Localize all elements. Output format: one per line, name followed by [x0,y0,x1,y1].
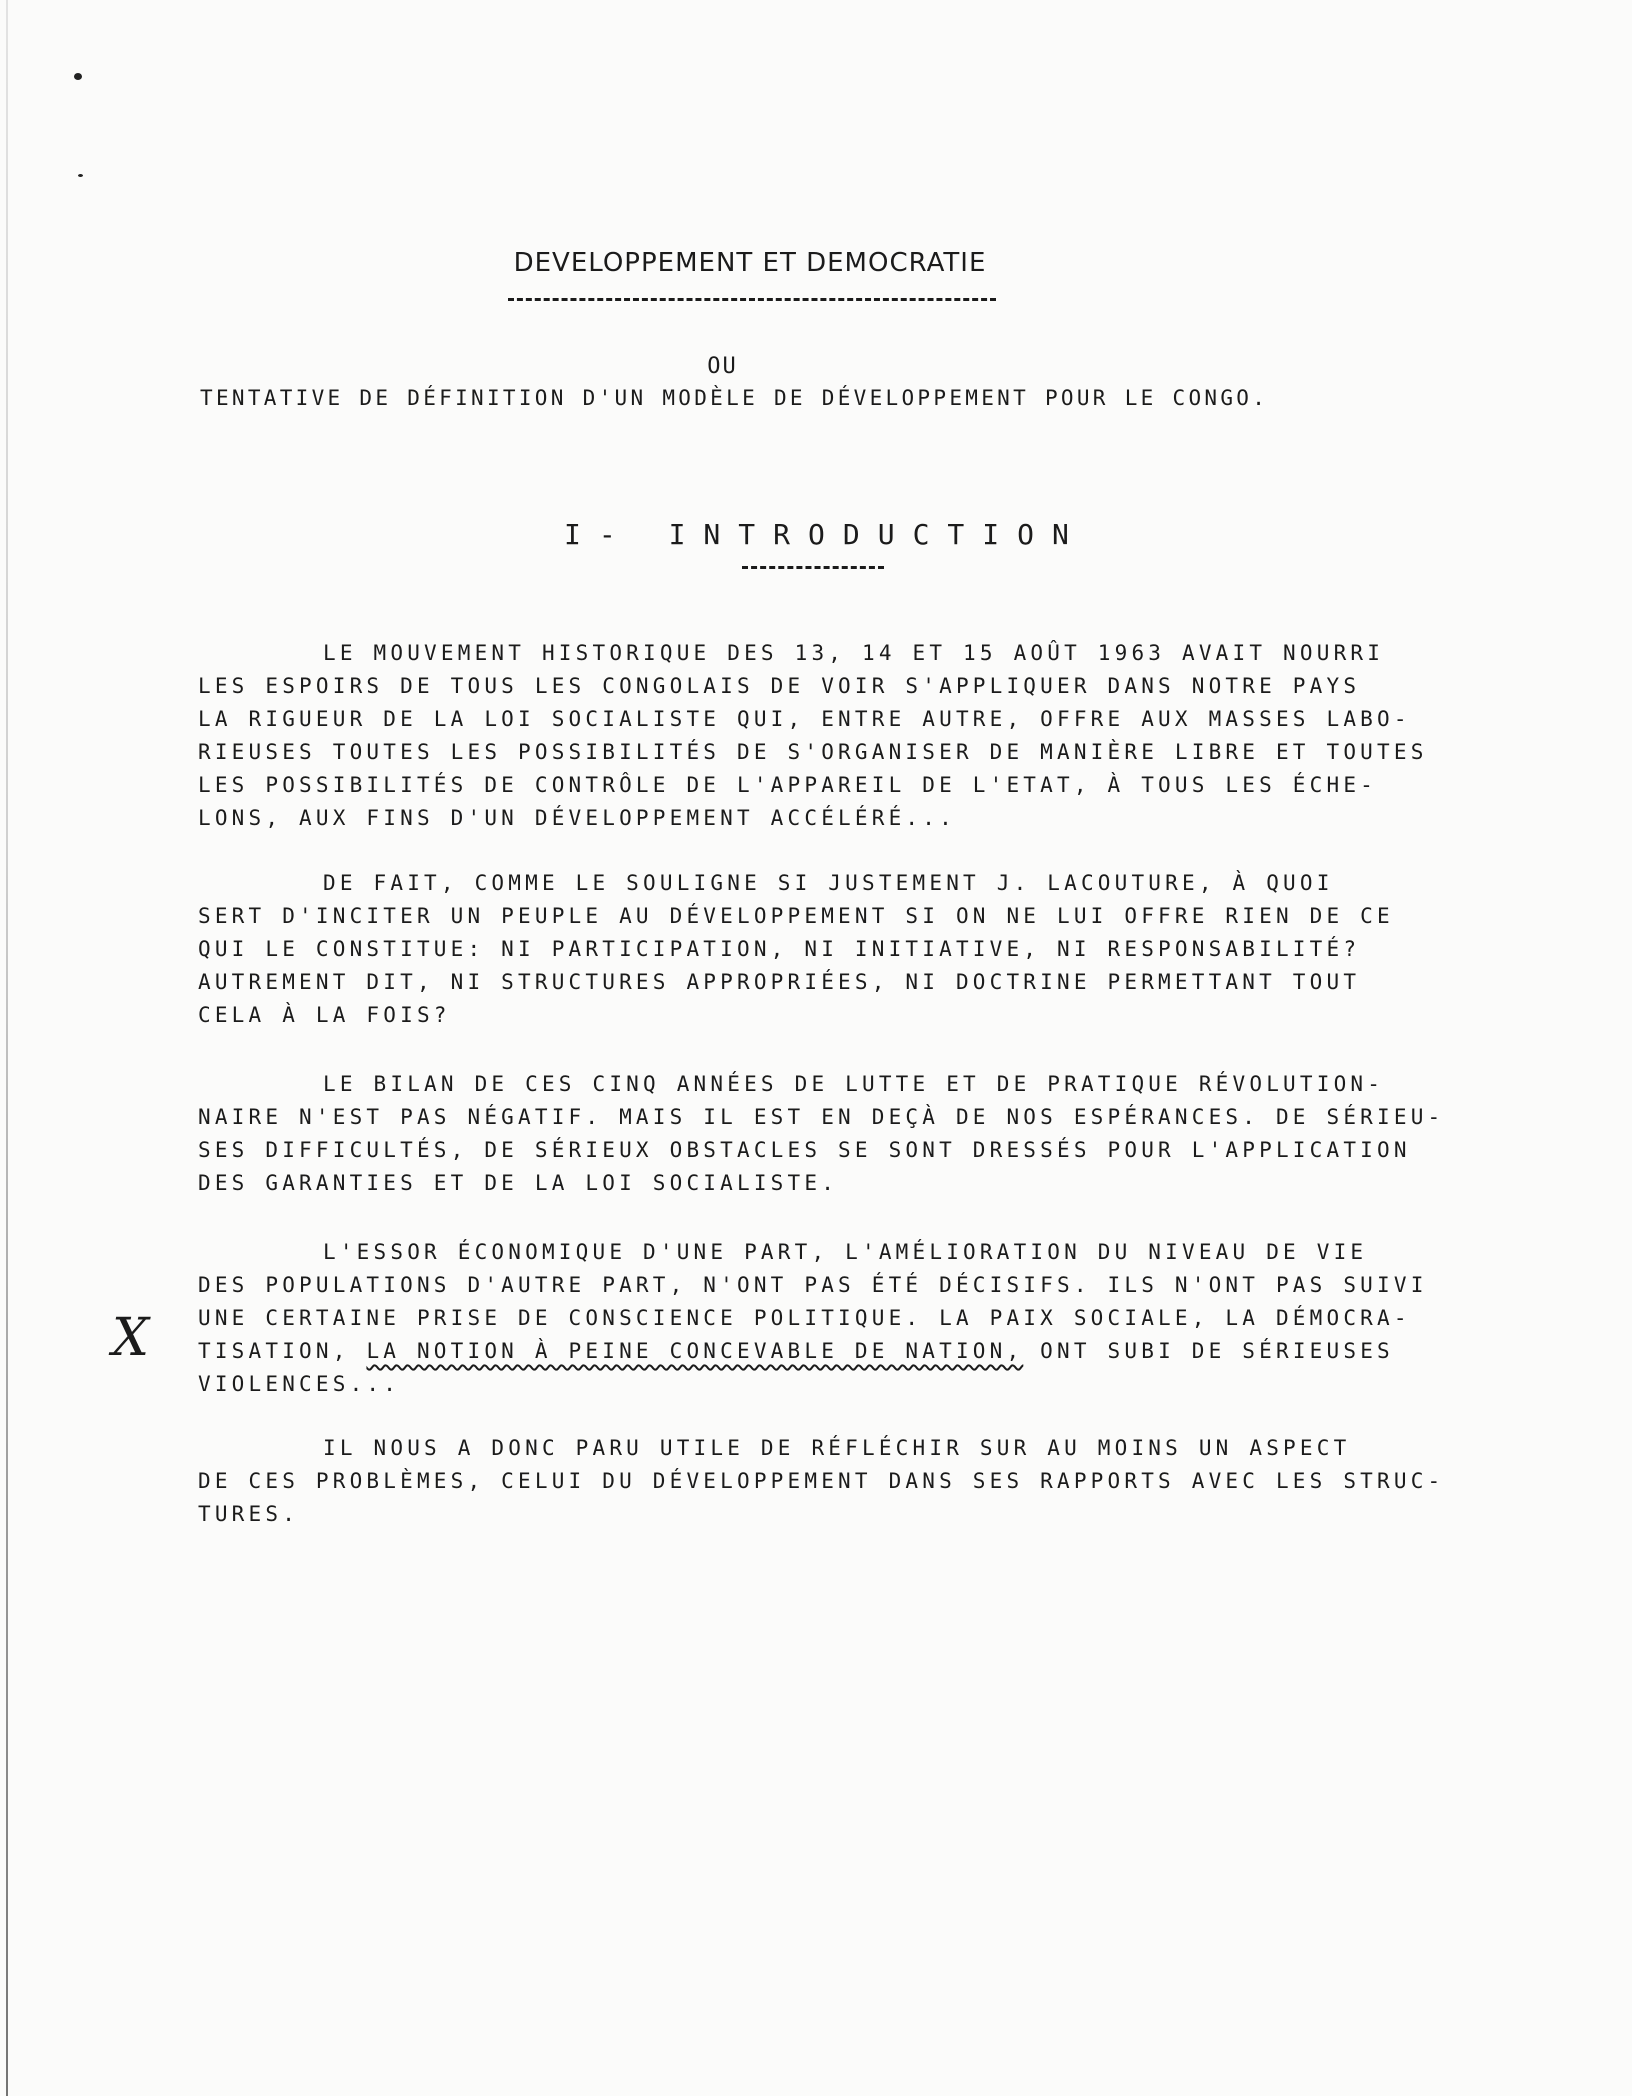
handwritten-underlined-phrase: LA NOTION À PEINE CONCEVABLE DE NATION, [366,1339,1024,1363]
paragraph-4 [198,1236,1538,1401]
text-line: TURES. [198,1502,300,1526]
handwritten-margin-mark: X [112,1308,150,1368]
title-connector: OU [707,354,738,379]
text-line: LE MOUVEMENT HISTORIQUE DES 13, 14 ET 15 AOÛT 1963 AVAIT NOURRI [323,641,1385,665]
text-line: RIEUSES TOUTES LES POSSIBILITÉS DE S'ORGANISER DE MANIÈRE LIBRE ET TOUTES [198,740,1428,764]
punch-hole-mark [74,73,82,80]
text-line: DE CES PROBLÈMES, CELUI DU DÉVELOPPEMENT DANS SES RAPPORTS AVEC LES STRUC- [198,1469,1445,1493]
text-line: SES DIFFICULTÉS, DE SÉRIEUX OBSTACLES SE SONT DRESSÉS POUR L'APPLICATION [198,1138,1411,1162]
text-line: VIOLENCES... [198,1372,401,1396]
text-line: CELA À LA FOIS? [198,1003,451,1027]
page-edge [6,0,8,2096]
text-line: UNE CERTAINE PRISE DE CONSCIENCE POLITIQUE. LA PAIX SOCIALE, LA DÉMOCRA- [198,1306,1411,1330]
text-line: L'ESSOR ÉCONOMIQUE D'UNE PART, L'AMÉLIORATION DU NIVEAU DE VIE [323,1240,1368,1264]
paragraph-1 [198,637,1538,835]
text-line: LES POSSIBILITÉS DE CONTRÔLE DE L'APPAREIL DE L'ETAT, À TOUS LES ÉCHE- [198,773,1378,797]
text-line: SERT D'INCITER UN PEUPLE AU DÉVELOPPEMENT SI ON NE LUI OFFRE RIEN DE CE [198,904,1394,928]
text-fragment: TISATION, [198,1339,367,1363]
text-line: NAIRE N'EST PAS NÉGATIF. MAIS IL EST EN DEÇÀ DE NOS ESPÉRANCES. DE SÉRIEU- [198,1105,1445,1129]
text-line: DES GARANTIES ET DE LA LOI SOCIALISTE. [198,1171,839,1195]
title-underline [508,298,996,301]
text-line: DES POPULATIONS D'AUTRE PART, N'ONT PAS ÉTÉ DÉCISIFS. ILS N'ONT PAS SUIVI [198,1273,1428,1297]
text-line: LE BILAN DE CES CINQ ANNÉES DE LUTTE ET DE PRATIQUE RÉVOLUTION- [323,1072,1385,1096]
text-line: LA RIGUEUR DE LA LOI SOCIALISTE QUI, ENTRE AUTRE, OFFRE AUX MASSES LABO- [198,707,1411,731]
paragraph-5 [198,1432,1538,1531]
section-heading-underline [742,566,884,569]
text-line: AUTREMENT DIT, NI STRUCTURES APPROPRIÉES, NI DOCTRINE PERMETTANT TOUT [198,970,1361,994]
paragraph-2 [198,867,1538,1032]
text-line: DE FAIT, COMME LE SOULIGNE SI JUSTEMENT J. LACOUTURE, À QUOI [323,871,1334,895]
text-line [198,1335,1538,1368]
text-line: LES ESPOIRS DE TOUS LES CONGOLAIS DE VOIR S'APPLIQUER DANS NOTRE PAYS [198,674,1361,698]
text-line: IL NOUS A DONC PARU UTILE DE RÉFLÉCHIR SUR AU MOINS UN ASPECT [323,1436,1351,1460]
punch-hole-mark [78,174,83,177]
text-line: LONS, AUX FINS D'UN DÉVELOPPEMENT ACCÉLÉRÉ... [198,806,956,830]
document-title: DEVELOPPEMENT ET DEMOCRATIE [513,248,987,278]
text-fragment: ONT SUBI DE SÉRIEUSES [1023,1339,1394,1363]
section-heading: I- INTRODUCTION [564,518,1087,551]
text-line: QUI LE CONSTITUE: NI PARTICIPATION, NI INITIATIVE, NI RESPONSABILITÉ? [198,937,1361,961]
paragraph-3 [198,1068,1538,1200]
document-subtitle: TENTATIVE DE DÉFINITION D'UN MODÈLE DE DÉVELOPPEMENT POUR LE CONGO. [200,386,1269,410]
